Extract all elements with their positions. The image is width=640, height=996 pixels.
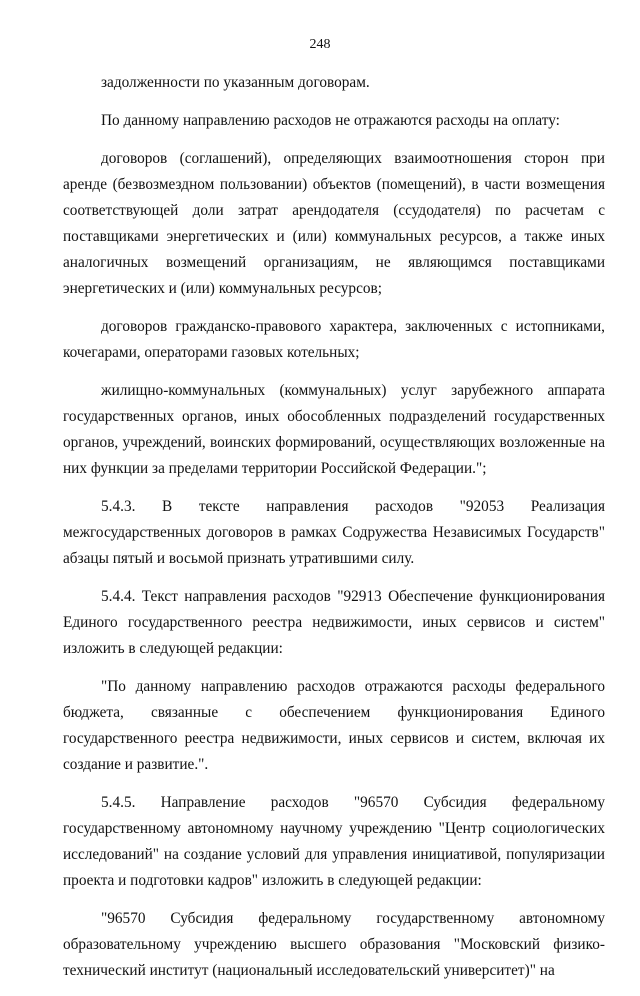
paragraph-9: 5.4.5. Направление расходов "96570 Субсидия федеральному государственному автономному научному учреждению "Центр социологических исследований" на создание условий для управления инициативой, популяризации проекта и подготовки кадров" изложить в следующей редакции: bbox=[63, 794, 605, 889]
page-number: 248 bbox=[309, 37, 331, 52]
paragraph-7: 5.4.4. Текст направления расходов "92913 Обеспечение функционирования Единого государственного реестра недвижимости, иных сервисов и систем" изложить в следующей редакции: bbox=[63, 588, 605, 657]
paragraph-8: "По данному направлению расходов отражаются расходы федерального бюджета, связанные с обеспечением функционирования Единого государственного реестра недвижимости, иных сервисов и систем, включая их создание и развитие.". bbox=[63, 678, 605, 773]
paragraph-10: "96570 Субсидия федеральному государственному автономному образовательному учреждению высшего образования "Московский физико-технический институт (национальный исследовательский университет)" на bbox=[63, 910, 605, 979]
paragraph-5: жилищно-коммунальных (коммунальных) услуг зарубежного аппарата государственных органов, иных обособленных подразделений государственных органов, учреждений, воинских формирований, осуществляющих возложенные на них функции за пределами территории Российской Федерации."; bbox=[63, 382, 605, 477]
paragraph-1: задолженности по указанным договорам. bbox=[101, 74, 370, 91]
paragraph-2: По данному направлению расходов не отражаются расходы на оплату: bbox=[101, 112, 560, 129]
paragraph-6: 5.4.3. В тексте направления расходов "92053 Реализация межгосударственных договоров в рамках Содружества Независимых Государств" абзацы пятый и восьмой признать утратившими силу. bbox=[63, 498, 605, 567]
paragraph-3: договоров (соглашений), определяющих взаимоотношения сторон при аренде (безвозмездном пользовании) объектов (помещений), в части возмещения соответствующей доли затрат арендодателя (ссудодателя) по расчетам с поставщиками энергетических и (или) коммунальных ресурсов, а также иных аналогичных возмещений организациям, не являющимся поставщиками энергетических и (или) коммунальных ресурсов; bbox=[63, 150, 605, 297]
paragraph-4: договоров гражданско-правового характера, заключенных с истопниками, кочегарами, операторами газовых котельных; bbox=[63, 318, 605, 361]
page-content bbox=[63, 70, 605, 996]
